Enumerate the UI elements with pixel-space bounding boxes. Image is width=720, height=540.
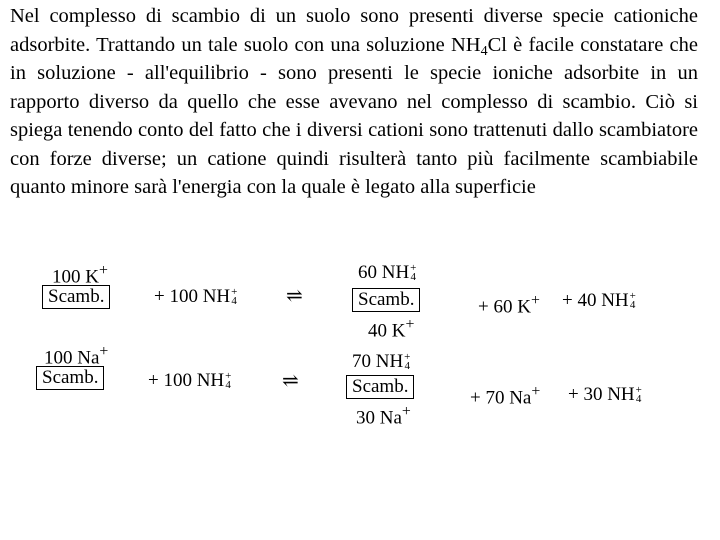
r2-reactant-ammonium: + 100 NH + 4 xyxy=(148,370,232,391)
r1-left-top-ion: 100 K+ xyxy=(52,262,108,288)
r2-product-ammonium: + 30 NH + 4 xyxy=(568,384,642,405)
r2-right-top-ion: 70 NH + 4 xyxy=(352,351,411,372)
r1-right-top-ion: 60 NH + 4 xyxy=(358,262,417,283)
r1-reactant-ammonium: + 100 NH + 4 xyxy=(154,286,238,307)
r2-right-bottom-ion: 30 Na+ xyxy=(356,403,411,429)
paragraph-subscript: 4 xyxy=(480,43,488,59)
r2-left-top-ion: 100 Na+ xyxy=(44,343,109,369)
paragraph-text-2: Cl è facile constatare che in soluzione - all'equilibrio - sono presenti le specie ioniche adsorbite in un rapporto diverso da quello che esse avevano nel complesso di scambio. Ciò si spiega tenendo conto del fatto che i diversi cationi sono trattenuti dallo scambiatore con forze diverse; un catione quindi risulterà tanto più facilmente scambiabile quanto minore sarà l'energia con la quale è legato alla superficie xyxy=(10,33,698,198)
r1-right-exchange-box: Scamb. xyxy=(352,288,420,312)
r1-product-potassium: + 60 K+ xyxy=(478,292,540,318)
r1-right-bottom-ion: 40 K+ xyxy=(368,316,415,342)
paragraph-text-1: Nel complesso di scambio di un suolo sono presenti diverse specie cationiche adsorbite. Trattando un tale suolo con una soluzione NH xyxy=(10,5,698,56)
r2-right-exchange-box: Scamb. xyxy=(346,375,414,399)
r1-product-ammonium: + 40 NH + 4 xyxy=(562,290,636,311)
r1-left-exchange-box: Scamb. xyxy=(42,285,110,309)
r1-equilibrium-arrow: ⇌ xyxy=(286,285,303,307)
r2-product-sodium: + 70 Na+ xyxy=(470,383,541,409)
r2-equilibrium-arrow: ⇌ xyxy=(282,370,299,392)
r2-left-exchange-box: Scamb. xyxy=(36,366,104,390)
